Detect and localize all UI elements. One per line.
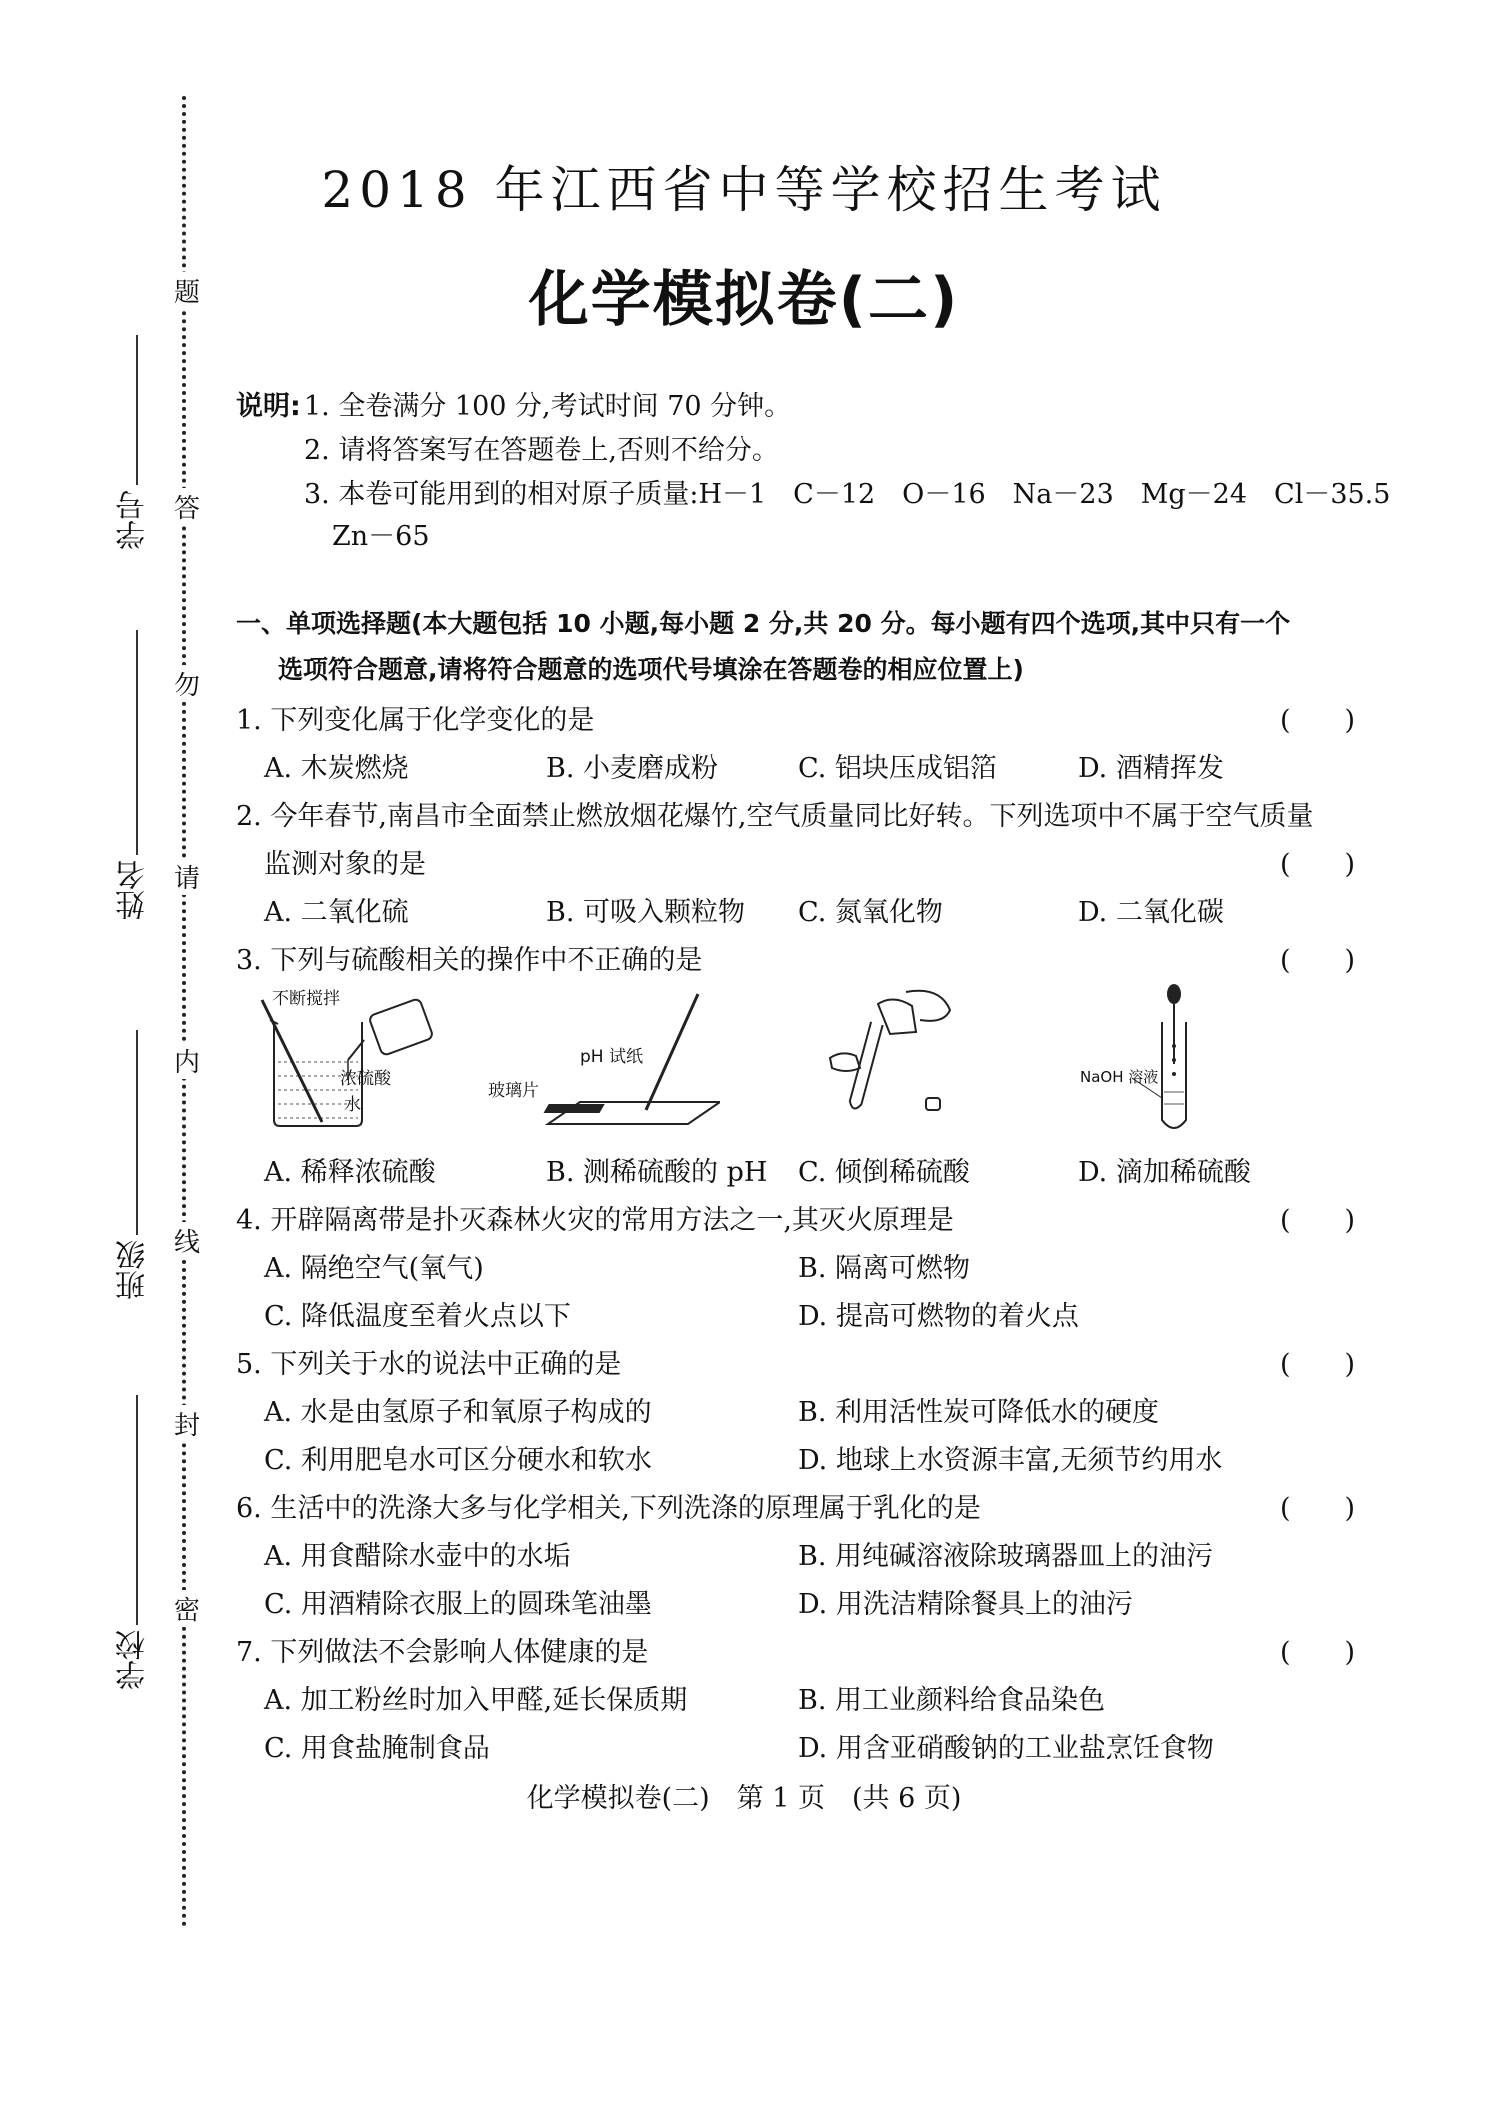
question-stem-cont: 监测对象的是 (264, 849, 426, 880)
seal-char: 题 (172, 272, 202, 309)
figure-label: 水 (344, 1095, 361, 1115)
option: D. 用洗洁精除餐具上的油污 (798, 1589, 1133, 1620)
name-label: 姓名 (116, 860, 151, 920)
figure-label: pH 试纸 (580, 1047, 643, 1067)
option: B. 用纯碱溶液除玻璃器皿上的油污 (798, 1541, 1214, 1572)
seal-char: 答 (172, 488, 202, 525)
option: C. 用食盐腌制食品 (264, 1733, 490, 1764)
question-stem: 1. 下列变化属于化学变化的是 (236, 705, 595, 736)
question-stem: 6. 生活中的洗涤大多与化学相关,下列洗涤的原理属于乳化的是 (236, 1493, 981, 1524)
option: A. 隔绝空气(氧气) (264, 1253, 484, 1284)
seal-char: 密 (172, 1590, 202, 1627)
figure-label: NaOH 溶液 (1080, 1068, 1159, 1086)
instruction-item: Zn－65 (332, 521, 430, 552)
option: B. 小麦磨成粉 (546, 753, 719, 784)
option: C. 利用肥皂水可区分硬水和软水 (264, 1445, 652, 1476)
option: D. 地球上水资源丰富,无须节约用水 (798, 1445, 1223, 1476)
answer-paren[interactable]: ( ) (1280, 849, 1356, 880)
option: A. 木炭燃烧 (264, 753, 409, 784)
answer-paren[interactable]: ( ) (1280, 1349, 1356, 1380)
answer-paren[interactable]: ( ) (1280, 1637, 1356, 1668)
section-heading: 一、单项选择题(本大题包括 10 小题,每小题 2 分,共 20 分。每小题有四个选项,其中只有一个 (236, 609, 1291, 638)
answer-paren[interactable]: ( ) (1280, 1205, 1356, 1236)
binding-dotted-line (182, 96, 186, 1928)
option: C. 铝块压成铝箔 (798, 753, 997, 784)
page-footer: 化学模拟卷(二) 第 1 页 (共 6 页) (526, 1783, 962, 1814)
option: D. 滴加稀硫酸 (1078, 1157, 1251, 1188)
class-label: 班级 (116, 1240, 151, 1300)
instructions-label: 说明: (236, 391, 301, 422)
figure-pouring (820, 984, 980, 1134)
option: D. 酒精挥发 (1078, 753, 1224, 784)
option: C. 倾倒稀硫酸 (798, 1157, 970, 1188)
option: D. 用含亚硝酸钠的工业盐烹饪食物 (798, 1733, 1214, 1764)
answer-paren[interactable]: ( ) (1280, 945, 1356, 976)
question-stem: 4. 开辟隔离带是扑灭森林火灾的常用方法之一,其灭火原理是 (236, 1205, 954, 1236)
student-id-blank[interactable] (136, 335, 138, 485)
option: A. 稀释浓硫酸 (264, 1157, 436, 1188)
question-stem: 3. 下列与硫酸相关的操作中不正确的是 (236, 945, 703, 976)
figure-label: 玻璃片 (488, 1081, 539, 1101)
name-blank[interactable] (136, 630, 138, 855)
option: A. 用食醋除水壶中的水垢 (264, 1541, 571, 1572)
option: B. 利用活性炭可降低水的硬度 (798, 1397, 1160, 1428)
option: D. 二氧化碳 (1078, 897, 1224, 928)
seal-char: 请 (172, 858, 202, 895)
option: C. 用酒精除衣服上的圆珠笔油墨 (264, 1589, 652, 1620)
instruction-item: 1. 全卷满分 100 分,考试时间 70 分钟。 (304, 391, 792, 422)
answer-paren[interactable]: ( ) (1280, 1493, 1356, 1524)
option: A. 水是由氢原子和氧原子构成的 (264, 1397, 652, 1428)
seal-char: 封 (172, 1405, 202, 1442)
question-stem: 7. 下列做法不会影响人体健康的是 (236, 1637, 649, 1668)
school-blank[interactable] (136, 1395, 138, 1625)
seal-char: 内 (172, 1042, 202, 1079)
figure-label: 浓硫酸 (340, 1069, 391, 1089)
option: A. 二氧化硫 (264, 897, 409, 928)
option: C. 降低温度至着火点以下 (264, 1301, 571, 1332)
school-label: 学校 (116, 1630, 151, 1690)
option: A. 加工粉丝时加入甲醛,延长保质期 (264, 1685, 688, 1716)
paper-title: 化学模拟卷(二) (528, 265, 960, 335)
option: B. 用工业颜料给食品染色 (798, 1685, 1106, 1716)
question-stem: 2. 今年春节,南昌市全面禁止燃放烟花爆竹,空气质量同比好转。下列选项中不属于空气质量 (236, 801, 1314, 832)
section-heading-cont: 选项符合题意,请将符合题意的选项代号填涂在答题卷的相应位置上) (278, 655, 1024, 684)
seal-char: 勿 (172, 665, 202, 702)
instruction-item: 3. 本卷可能用到的相对原子质量:H－1 C－12 O－16 Na－23 Mg－24 Cl－35.5 (304, 479, 1391, 510)
figure-label: 不断搅拌 (272, 989, 340, 1009)
option: C. 氮氧化物 (798, 897, 943, 928)
question-stem: 5. 下列关于水的说法中正确的是 (236, 1349, 622, 1380)
exam-title: 2018 年江西省中等学校招生考试 (321, 161, 1167, 219)
option: D. 提高可燃物的着火点 (798, 1301, 1079, 1332)
option: B. 可吸入颗粒物 (546, 897, 746, 928)
student-id-label: 学号 (116, 490, 151, 550)
instruction-item: 2. 请将答案写在答题卷上,否则不给分。 (304, 435, 779, 466)
figure-dropper (1070, 980, 1230, 1140)
option: B. 隔离可燃物 (798, 1253, 971, 1284)
answer-paren[interactable]: ( ) (1280, 705, 1356, 736)
option: B. 测稀硫酸的 pH (546, 1157, 768, 1188)
seal-char: 线 (172, 1222, 202, 1259)
class-blank[interactable] (136, 1030, 138, 1235)
